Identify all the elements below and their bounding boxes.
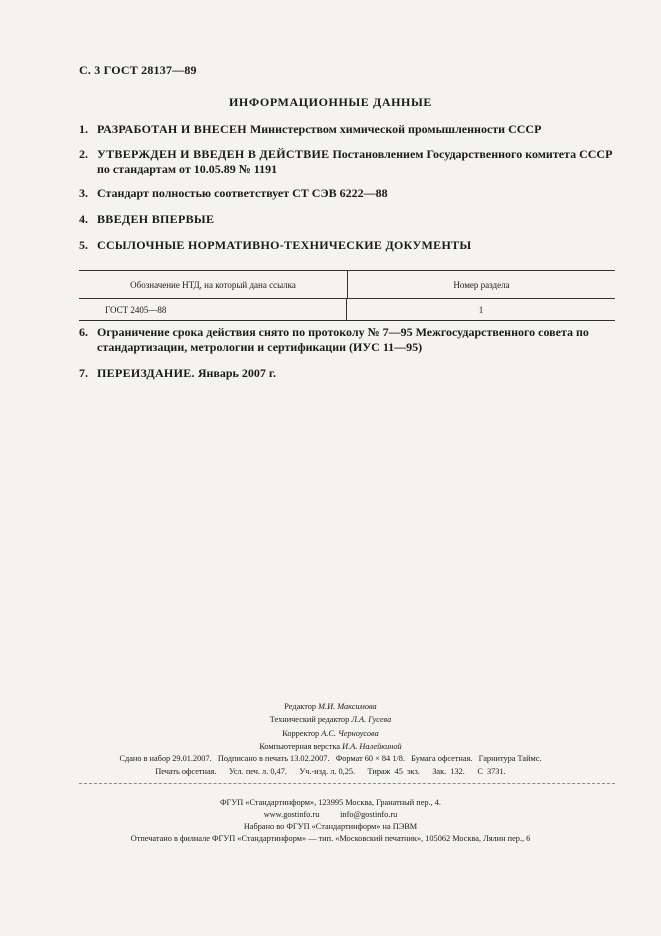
- item-number: 1.: [79, 122, 88, 136]
- specs-line-1: Сдано в набор 29.01.2007. Подписано в печать 13.02.2007. Формат 60 × 84 1/8. Бумага офсетная. Гарнитура Таймс.: [119, 754, 542, 763]
- item-text: Постановлением Государственного комитета СССР по стандартам от 10.05.89 № 1191: [97, 147, 613, 176]
- print-specs: [0, 752, 661, 778]
- info-item-1: [79, 122, 619, 137]
- item-text: Январь 2007 г.: [194, 366, 276, 380]
- table-cell-document: ГОСТ 2405—88: [79, 299, 347, 320]
- column-header-document: Обозначение НТД, на который дана ссылка: [79, 271, 348, 298]
- page-header: С. 3 ГОСТ 28137—89: [79, 63, 197, 77]
- layout-line: Компьютерная верстка И.А. Налейкиной: [259, 741, 402, 751]
- item-caps: ПЕРЕИЗДАНИЕ.: [97, 366, 195, 380]
- info-item-3: [79, 186, 619, 201]
- info-item-6: [79, 325, 619, 355]
- item-text: Стандарт полностью соответствует СТ СЭВ 6222—88: [97, 186, 388, 200]
- tech-editor-line: Технический редактор Л.А. Гусева: [269, 715, 392, 725]
- table-cell-section: 1: [478, 304, 484, 315]
- item-caps: УТВЕРЖДЕН И ВВЕДЕН В ДЕЙСТВИЕ: [97, 147, 330, 161]
- item-number: 3.: [79, 186, 88, 200]
- publisher-web: www.gostinfo.ru info@gostinfo.ru: [263, 810, 398, 819]
- info-item-7: [79, 366, 619, 381]
- divider: [79, 783, 615, 784]
- info-item-4: [79, 212, 619, 227]
- item-number: 4.: [79, 212, 88, 226]
- item-caps: РАЗРАБОТАН И ВНЕСЕН: [97, 122, 247, 136]
- publisher-typeset: Набрано во ФГУП «Стандартинформ» на ПЭВМ: [243, 822, 418, 831]
- publisher-address: ФГУП «Стандартинформ», 123995 Москва, Гранатный пер., 4.: [220, 798, 441, 807]
- item-caps: ВВЕДЕН ВПЕРВЫЕ: [97, 212, 215, 226]
- publisher-printed: Отпечатано в филиале ФГУП «Стандартинформ» — тип. «Московский печатник», 105062 Москва, Лялин пер., 6: [130, 834, 531, 843]
- table-header-row: [79, 271, 615, 299]
- publisher-info: [0, 797, 661, 845]
- corrector-line: Корректор А.С. Черноусова: [282, 728, 379, 738]
- item-number: 2.: [79, 147, 88, 161]
- item-number: 6.: [79, 325, 88, 339]
- section-title: ИНФОРМАЦИОННЫЕ ДАННЫЕ: [229, 95, 432, 109]
- imprint-credits: [0, 700, 661, 753]
- info-item-2: [79, 147, 619, 177]
- editor-line: Редактор М.И. Максимова: [284, 702, 377, 711]
- column-header-section: Номер раздела: [453, 279, 510, 290]
- item-caps: ССЫЛОЧНЫЕ НОРМАТИВНО-ТЕХНИЧЕСКИЕ ДОКУМЕНТЫ: [97, 238, 472, 252]
- specs-line-2: Печать офсетная. Усл. печ. л. 0,47. Уч.-изд. л. 0,25. Тираж 45 экз. Зак. 132. С 3731.: [155, 767, 506, 776]
- item-number: 5.: [79, 238, 88, 252]
- item-number: 7.: [79, 366, 88, 380]
- info-item-5: [79, 238, 619, 253]
- item-text: Ограничение срока действия снято по протоколу № 7—95 Межгосударственного совета по стандартизации, метрологии и сертификации (ИУС 11—95): [97, 325, 589, 354]
- item-text: Министерством химической промышленности СССР: [246, 122, 542, 136]
- table-row: [79, 299, 615, 320]
- reference-table: [79, 270, 615, 321]
